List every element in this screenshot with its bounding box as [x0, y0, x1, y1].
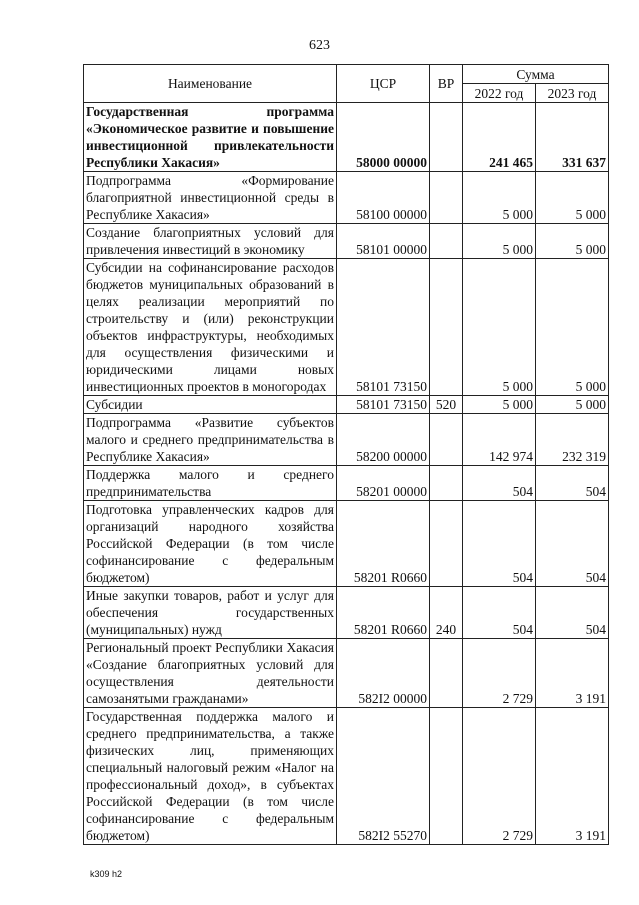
row-name: Субсидии на софинансирование расходов бюджетов муниципальных образований в целях реализации мероприятий по строительству и (или) реконструкции объектов инфраструктуры, необходимых для осуществления физическими и юридическими лицами новых инвестиционных проектов в моногородах — [84, 259, 337, 396]
header-year-2022: 2022 год — [463, 84, 536, 103]
row-2023: 3 191 — [536, 708, 609, 845]
row-name: Субсидии — [84, 396, 337, 414]
row-2023: 3 191 — [536, 639, 609, 708]
budget-table — [83, 64, 609, 845]
row-name: Государственная программа «Экономическое развитие и повышение инвестиционной привлекательности Республики Хакасия» — [84, 103, 337, 172]
row-2022: 2 729 — [463, 708, 536, 845]
header-year-2023: 2023 год — [536, 84, 609, 103]
table-row — [84, 414, 609, 466]
row-csr: 58201 00000 — [337, 466, 430, 501]
row-2022: 5 000 — [463, 396, 536, 414]
row-2023: 504 — [536, 587, 609, 639]
row-2022: 142 974 — [463, 414, 536, 466]
row-csr: 58201 R0660 — [337, 501, 430, 587]
header-csr: ЦСР — [337, 65, 430, 103]
row-2023: 5 000 — [536, 224, 609, 259]
row-name: Подпрограмма «Развитие субъектов малого и среднего предпринимательства в Республике Хакасия» — [84, 414, 337, 466]
table-row — [84, 587, 609, 639]
row-vr — [430, 172, 463, 224]
header-sum: Сумма — [463, 65, 609, 84]
row-2023: 5 000 — [536, 259, 609, 396]
footer-code: k309 h2 — [90, 869, 123, 879]
row-2023: 331 637 — [536, 103, 609, 172]
table-row — [84, 396, 609, 414]
row-2023: 5 000 — [536, 172, 609, 224]
row-2022: 5 000 — [463, 224, 536, 259]
row-name: Региональный проект Республики Хакасия «Создание благоприятных условий для осуществления деятельности самозанятыми гражданами» — [84, 639, 337, 708]
row-name: Государственная поддержка малого и среднего предпринимательства, а также физических лиц, применяющих специальный налоговый режим «Налог на профессиональный доход», в субъектах Российской Федерации (в том числе софинансирование с федеральным бюджетом) — [84, 708, 337, 845]
row-csr: 58100 00000 — [337, 172, 430, 224]
row-2022: 504 — [463, 466, 536, 501]
row-vr — [430, 639, 463, 708]
row-vr: 520 — [430, 396, 463, 414]
row-vr — [430, 501, 463, 587]
table-row — [84, 172, 609, 224]
table-row — [84, 708, 609, 845]
row-2022: 2 729 — [463, 639, 536, 708]
row-name: Иные закупки товаров, работ и услуг для обеспечения государственных (муниципальных) нужд — [84, 587, 337, 639]
row-csr: 58101 73150 — [337, 396, 430, 414]
table-row — [84, 103, 609, 172]
header-name: Наименование — [84, 65, 337, 103]
table-row — [84, 639, 609, 708]
row-vr — [430, 224, 463, 259]
row-csr: 58101 00000 — [337, 224, 430, 259]
row-2023: 504 — [536, 466, 609, 501]
row-name: Подготовка управленческих кадров для организаций народного хозяйства Российской Федерации (в том числе софинансирование с федеральным бюджетом) — [84, 501, 337, 587]
row-vr — [430, 259, 463, 396]
row-csr: 58101 73150 — [337, 259, 430, 396]
row-2022: 5 000 — [463, 172, 536, 224]
row-vr — [430, 466, 463, 501]
row-vr: 240 — [430, 587, 463, 639]
page-number: 623 — [309, 38, 330, 53]
row-2022: 504 — [463, 587, 536, 639]
row-name: Подпрограмма «Формирование благоприятной инвестиционной среды в Республике Хакасия» — [84, 172, 337, 224]
row-2022: 5 000 — [463, 259, 536, 396]
row-csr: 582I2 55270 — [337, 708, 430, 845]
table-row — [84, 501, 609, 587]
table-row — [84, 259, 609, 396]
header-vr: ВР — [430, 65, 463, 103]
row-csr: 58200 00000 — [337, 414, 430, 466]
row-csr: 58201 R0660 — [337, 587, 430, 639]
row-2022: 504 — [463, 501, 536, 587]
row-2023: 232 319 — [536, 414, 609, 466]
table-row — [84, 224, 609, 259]
row-2023: 504 — [536, 501, 609, 587]
row-vr — [430, 708, 463, 845]
row-name: Поддержка малого и среднего предпринимательства — [84, 466, 337, 501]
row-2022: 241 465 — [463, 103, 536, 172]
row-csr: 58000 00000 — [337, 103, 430, 172]
row-2023: 5 000 — [536, 396, 609, 414]
row-name: Создание благоприятных условий для привлечения инвестиций в экономику — [84, 224, 337, 259]
row-vr — [430, 103, 463, 172]
row-vr — [430, 414, 463, 466]
row-csr: 582I2 00000 — [337, 639, 430, 708]
table-row — [84, 466, 609, 501]
